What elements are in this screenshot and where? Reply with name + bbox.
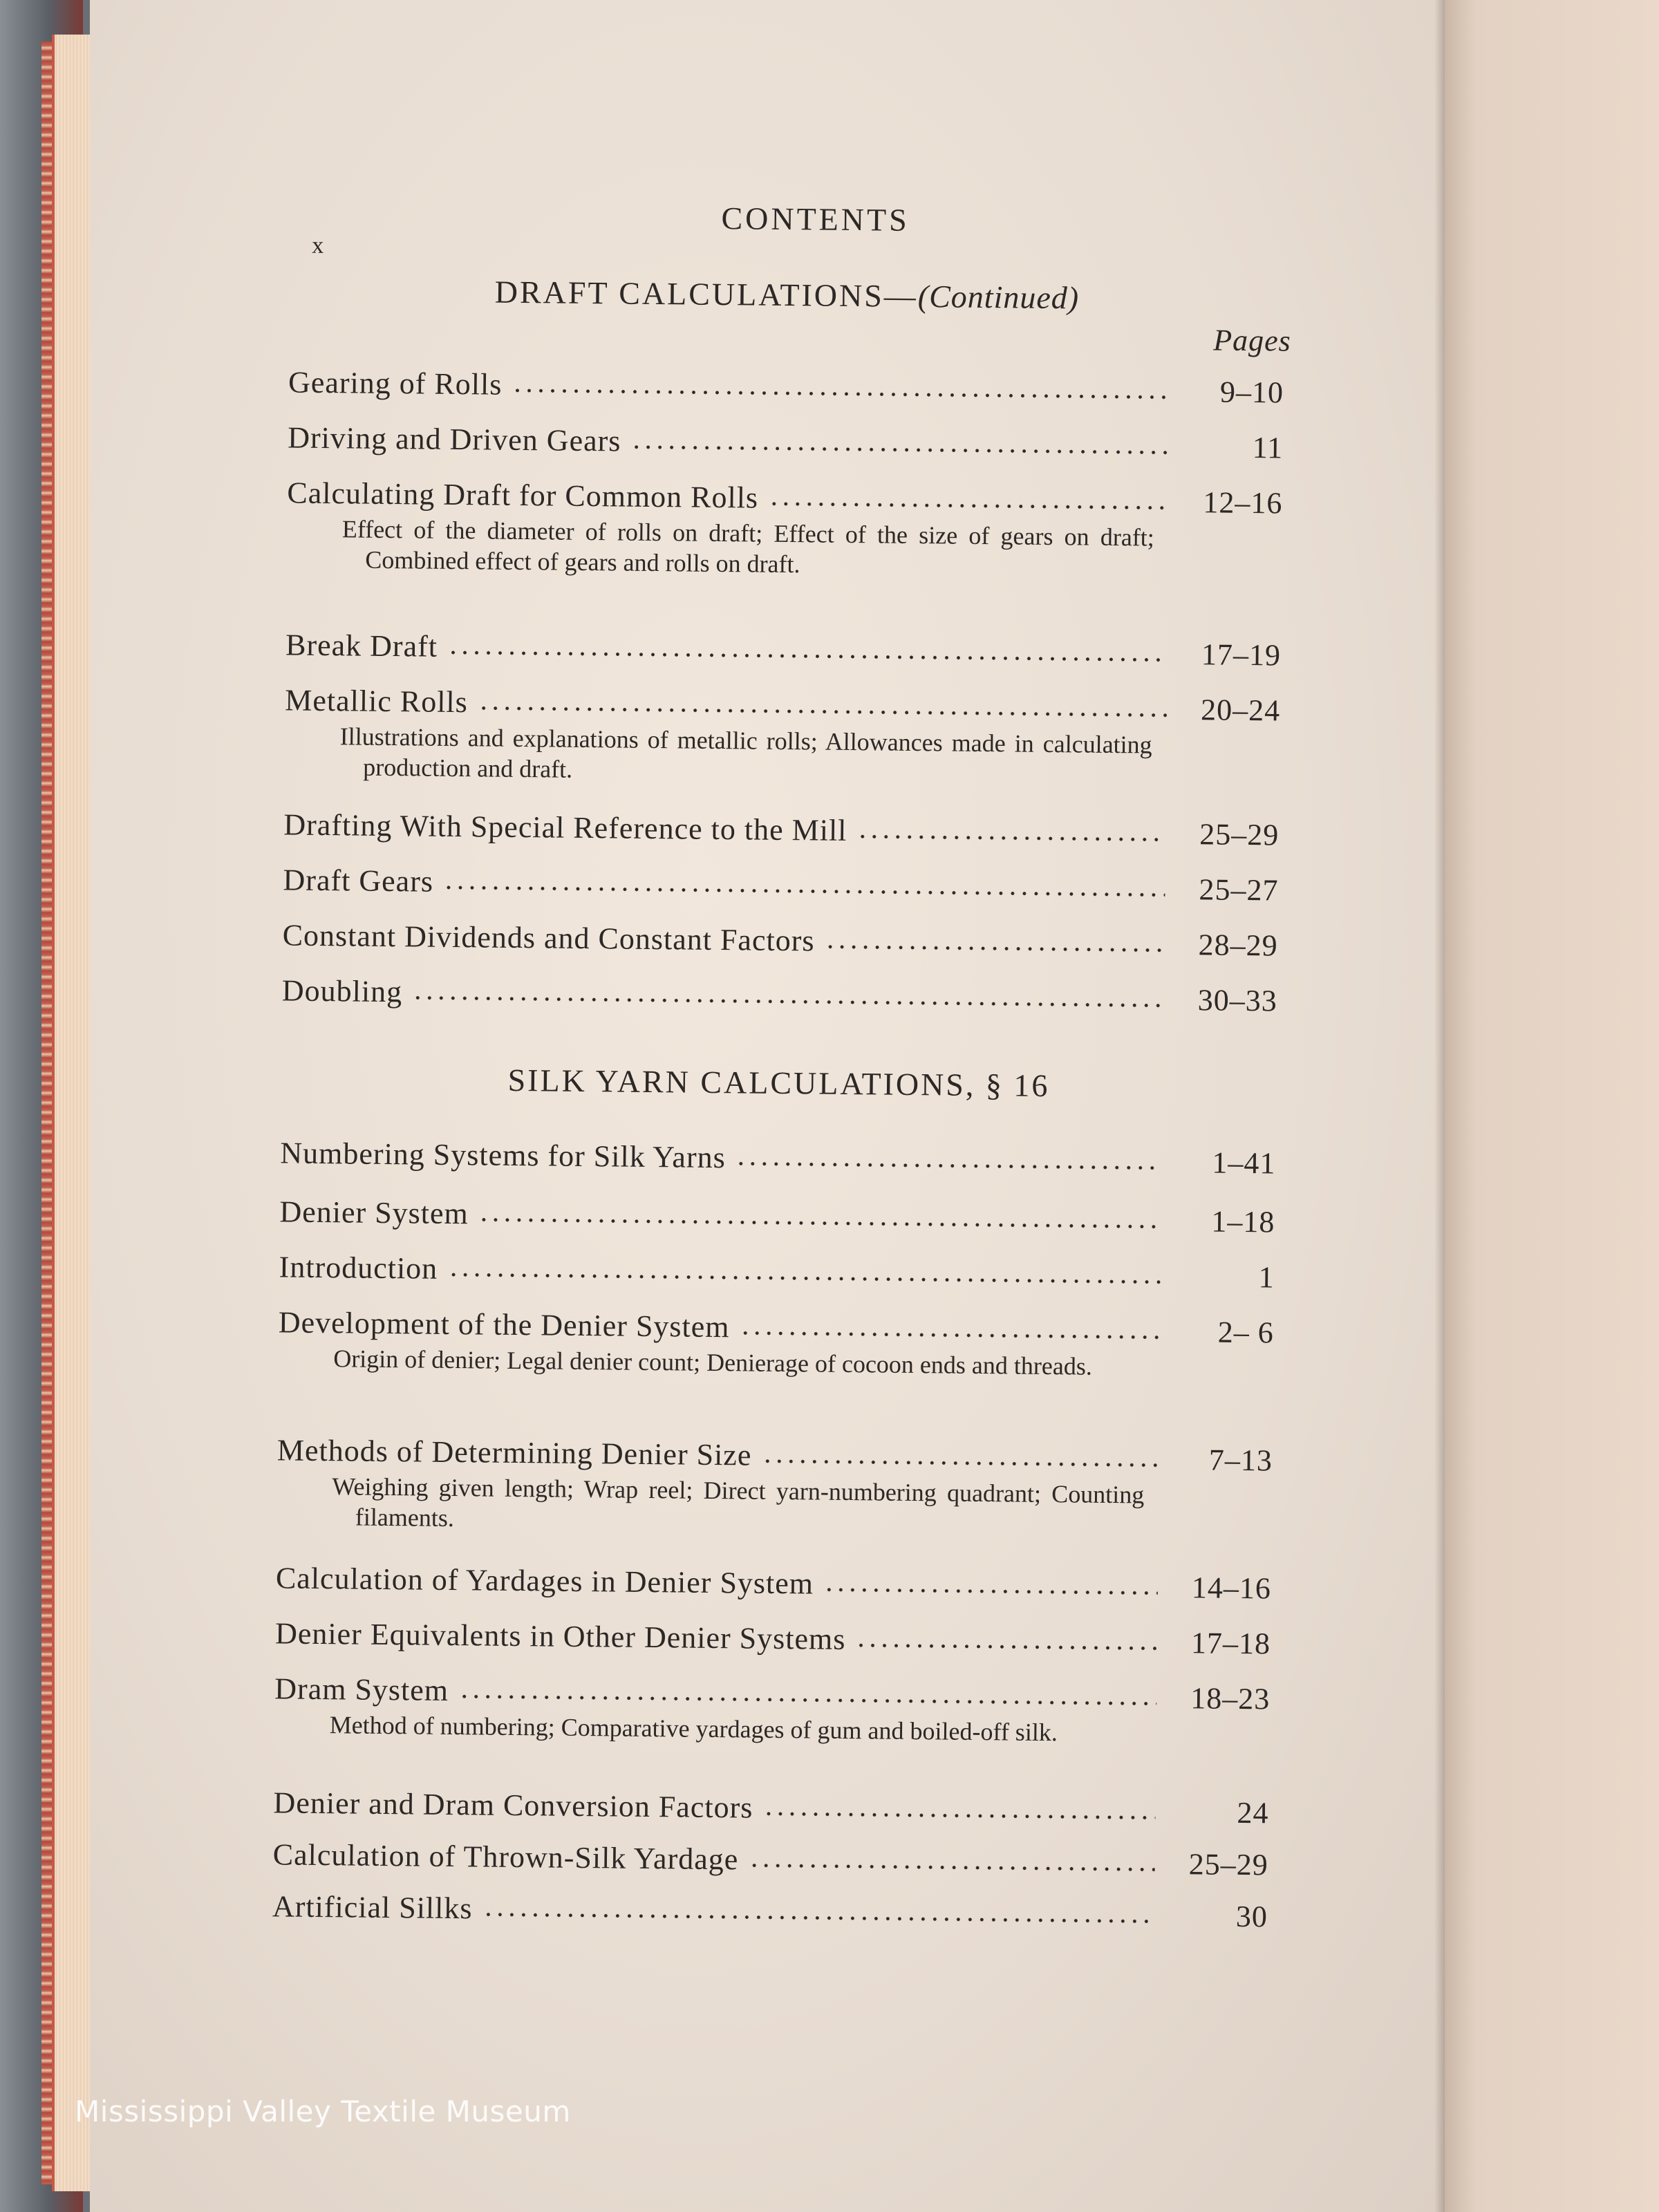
toc-entry-pages: 2– 6 [1217,1315,1275,1350]
toc-entry-title: Constant Dividends and Constant Factors [282,918,815,958]
toc-entry[interactable] [283,862,1278,908]
dot-leader [478,1216,1162,1230]
toc-entry-pages: 28–29 [1198,928,1278,963]
running-head: CONTENTS [721,200,910,238]
toc-entry-pages: 20–24 [1200,693,1281,728]
dot-leader [768,500,1169,512]
toc-entry[interactable] [273,1785,1268,1830]
toc-entry-title: Calculation of Yardages in Denier System [275,1561,814,1601]
section-title-text: DRAFT CALCULATIONS— [494,274,919,314]
toc-entry-title: Numbering Systems for Silk Yarns [280,1136,727,1175]
toc-entry-title: Methods of Determining Denier Size [276,1433,752,1472]
toc-entry-pages: 1 [1258,1260,1275,1295]
toc-entry-title: Calculating Draft for Common Rolls [287,476,759,515]
museum-watermark: Mississippi Valley Textile Museum [75,2094,571,2128]
toc-entry-pages: 7–13 [1208,1443,1273,1478]
toc-entry-pages: 30–33 [1197,983,1278,1018]
dot-leader [482,1911,1154,1925]
toc-entry-pages: 9–10 [1219,375,1284,410]
toc-entry-title: Denier System [279,1194,469,1231]
section-title-draft [289,271,1284,318]
toc-entry-pages: 12–16 [1203,485,1283,521]
toc-entry-pages: 11 [1252,431,1284,465]
dot-leader [762,1810,1155,1821]
toc-entry-title: Draft Gears [283,863,434,899]
toc-entry[interactable] [279,1194,1275,1239]
toc-entry-title: Doubling [281,973,403,1009]
toc-entry[interactable] [274,1671,1271,1750]
toc-entry-title: Denier Equivalents in Other Denier Systems [274,1616,846,1656]
pages-column-label: Pages [1213,323,1292,358]
toc-entry-title: Metallic Rolls [285,683,469,720]
toc-entry-pages: 14–16 [1191,1571,1272,1606]
toc-entry-pages: 1–41 [1212,1145,1276,1181]
toc-entry-pages: 18–23 [1190,1681,1271,1716]
toc-entry-title: Dram System [274,1671,449,1707]
toc-entry-pages: 24 [1237,1795,1269,1830]
dot-leader [412,994,1164,1009]
toc-entry-pages: 17–19 [1201,637,1282,673]
page-number: x [311,232,325,259]
section-title-silk: SILK YARN CALCULATIONS, § 16 [507,1062,1050,1104]
dot-leader [512,387,1170,401]
toc-entry[interactable] [282,973,1277,1018]
toc-entry[interactable] [279,1249,1274,1295]
dot-leader [447,649,1168,664]
toc-entry[interactable] [278,1304,1274,1383]
dot-leader [735,1160,1163,1171]
toc-entry-description: Method of numbering; Comparative yardages of gum and boiled-off silk. [329,1711,1058,1747]
toc-entry[interactable] [284,682,1280,791]
contents-page [272,188,1292,1996]
toc-entry[interactable] [288,364,1284,410]
toc-entry-description: Origin of denier; Legal denier count; Denierage of cocoon ends and threads. [333,1344,1093,1380]
toc-entry-pages: 30 [1235,1899,1268,1934]
toc-entry-description: Weighing given length; Wrap reel; Direct yarn-numbering quadrant; Counting filaments. [332,1472,1145,1533]
toc-entry[interactable] [275,1615,1271,1661]
toc-entry-pages: 25–29 [1199,817,1280,852]
toc-entry-title: Driving and Driven Gears [288,420,621,458]
dot-leader [855,1642,1157,1652]
dot-leader [630,444,1170,456]
toc-entry[interactable] [272,1888,1268,1934]
dot-leader [856,833,1165,843]
toc-entry-pages: 25–29 [1188,1847,1268,1882]
dot-leader [748,1862,1155,1873]
toc-entry-title: Development of the Denier System [278,1305,730,1344]
toc-entry-description: Illustrations and explanations of metallic rolls; Allowances made in calculating production and draft. [339,722,1152,783]
dot-leader [447,1271,1161,1286]
toc-entry[interactable] [288,420,1283,465]
toc-entry[interactable] [285,627,1281,673]
toc-entry-title: Calculation of Thrown-Silk Yardage [272,1837,739,1877]
toc-entry[interactable] [273,1837,1268,1882]
toc-entry-title: Artificial Sillks [272,1889,473,1926]
toc-entry-pages: 17–18 [1190,1626,1271,1661]
dot-leader [823,1586,1158,1597]
toc-entry[interactable] [282,917,1277,963]
toc-entry-description: Effect of the diameter of rolls on draft; Effect of the size of gears on draft; Combined effect of gears and rolls on draft. [341,515,1155,579]
dot-leader [478,704,1168,718]
toc-entry[interactable] [276,1432,1273,1541]
toc-entry[interactable] [276,1560,1271,1606]
toc-entry[interactable] [283,807,1279,852]
section-title-continued: (Continued) [917,278,1080,316]
toc-entry-pages: 1–18 [1211,1204,1275,1239]
facing-page [1445,0,1659,2212]
toc-entry-title: Denier and Dram Conversion Factors [273,1785,753,1825]
toc-entry-title: Gearing of Rolls [288,365,503,402]
dot-leader [458,1693,1156,1707]
dot-leader [824,944,1164,954]
dot-leader [443,884,1165,899]
toc-entry-title: Drafting With Special Reference to the Mill [283,807,847,847]
toc-entry-title: Introduction [279,1250,438,1286]
toc-entry-title: Break Draft [285,628,438,664]
dot-leader [739,1329,1160,1340]
toc-entry[interactable] [286,475,1282,584]
toc-entry-pages: 25–27 [1199,872,1279,908]
toc-entry[interactable] [280,1135,1275,1181]
dot-leader [761,1458,1159,1469]
